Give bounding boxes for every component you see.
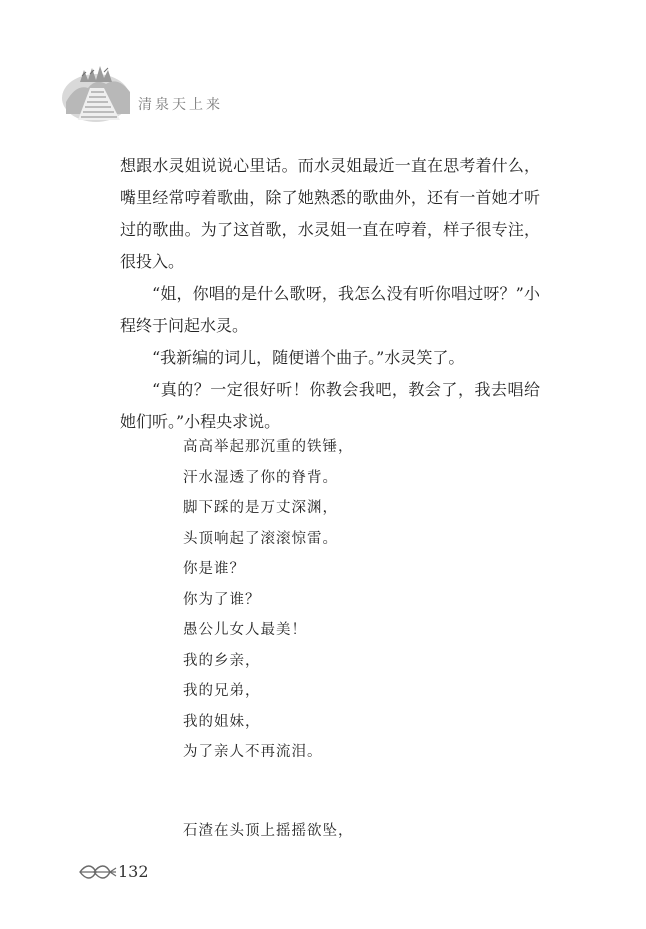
paragraph: “姐，你唱的是什么歌呀，我怎么没有听你唱过呀？”小程终于问起水灵。: [120, 284, 540, 335]
poem-line: 我的兄弟，: [183, 683, 261, 699]
poem-line: 愚公儿女人最美！: [183, 622, 307, 638]
running-title: 清泉天上来: [138, 97, 223, 113]
poem-line: 我的姐妹，: [183, 713, 261, 730]
page-number: 132: [118, 862, 149, 881]
poem-line: 为了亲人不再流泪。: [183, 744, 323, 760]
poem-line: 汗水湿透了你的脊背。: [183, 469, 338, 486]
poem-line: 石渣在头顶上摇摇欲坠，: [183, 822, 354, 839]
paragraph: 想跟水灵姐说说心里话。而水灵姐最近一直在思考着什么，嘴里经常哼着歌曲，除了她熟悉的歌曲外，还有一首她才听过的歌曲。为了这首歌，水灵姐一直在哼着，样子很专注，很投入。: [120, 156, 540, 271]
page-footer: [78, 857, 218, 887]
paragraph: “我新编的词儿，随便谱个曲子。”水灵笑了。: [152, 348, 465, 367]
leaf-vine-ornament-icon: [78, 861, 118, 883]
paragraph: “真的？一定很好听！你教会我吧，教会了，我去唱给她们听。”小程央求说。: [120, 380, 540, 431]
stanza-break: [183, 768, 523, 816]
body-text: [120, 150, 540, 438]
poem-line: 我的乡亲，: [183, 652, 261, 669]
poem-line: 高高举起那沉重的铁锤，: [183, 439, 354, 455]
poem-line: 你是谁？: [183, 561, 245, 577]
poem-line: 你为了谁？: [183, 591, 261, 608]
mountain-stairs-emblem-icon: [60, 58, 138, 124]
running-header: [60, 58, 360, 128]
poem: [183, 432, 523, 846]
poem-line: 脚下踩的是万丈深渊，: [183, 500, 338, 516]
poem-line: 头顶响起了滚滚惊雷。: [183, 530, 338, 547]
